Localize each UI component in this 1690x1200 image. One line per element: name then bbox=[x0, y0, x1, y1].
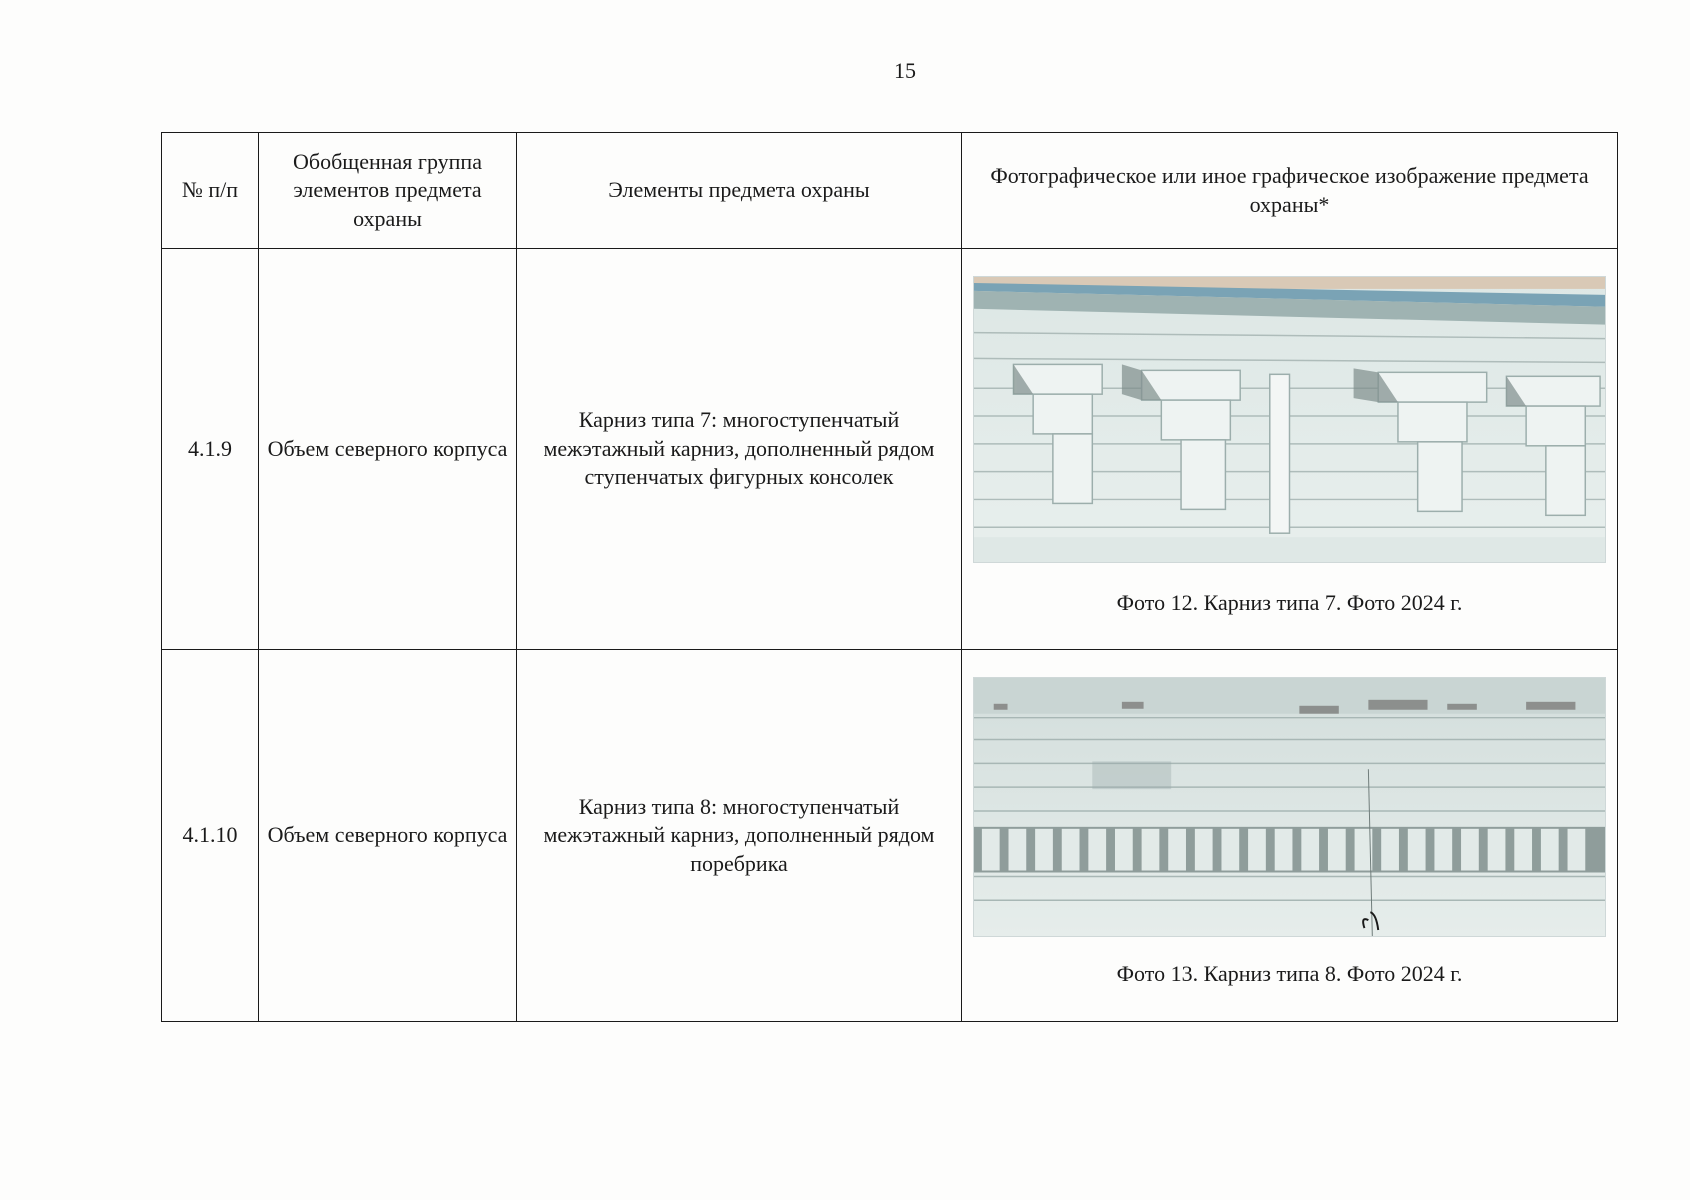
header-num: № п/п bbox=[162, 133, 259, 249]
row-elements: Карниз типа 8: многоступенчатый межэтажный карниз, дополненный рядом поребрика bbox=[517, 650, 962, 1022]
row-elements: Карниз типа 7: многоступенчатый межэтажный карниз, дополненный рядом ступенчатых фигурных консолек bbox=[517, 249, 962, 650]
cornice-dentils-image bbox=[974, 678, 1605, 936]
row-image-cell bbox=[962, 650, 1618, 1022]
heritage-elements-table bbox=[161, 132, 1618, 1022]
header-image: Фотографическое или иное графическое изображение предмета охраны* bbox=[962, 133, 1618, 249]
row-num: 4.1.9 bbox=[162, 249, 259, 650]
header-elements: Элементы предмета охраны bbox=[517, 133, 962, 249]
row-num: 4.1.10 bbox=[162, 650, 259, 1022]
row-image-cell bbox=[962, 249, 1618, 650]
header-group: Обобщенная группа элементов предмета охраны bbox=[259, 133, 517, 249]
page-number: 15 bbox=[894, 58, 916, 83]
photo-caption: Фото 13. Карниз типа 8. Фото 2024 г. bbox=[1116, 961, 1463, 986]
row-group: Объем северного корпуса bbox=[259, 650, 517, 1022]
row-group: Объем северного корпуса bbox=[259, 249, 517, 650]
table-row bbox=[162, 249, 1618, 650]
cornice-type-8-photo bbox=[973, 677, 1606, 937]
photo-caption: Фото 12. Карниз типа 7. Фото 2024 г. bbox=[1116, 590, 1463, 615]
table-header-row bbox=[162, 133, 1618, 249]
cornice-type-7-photo bbox=[973, 276, 1606, 563]
cornice-consoles-image bbox=[974, 277, 1605, 562]
table-row bbox=[162, 650, 1618, 1022]
